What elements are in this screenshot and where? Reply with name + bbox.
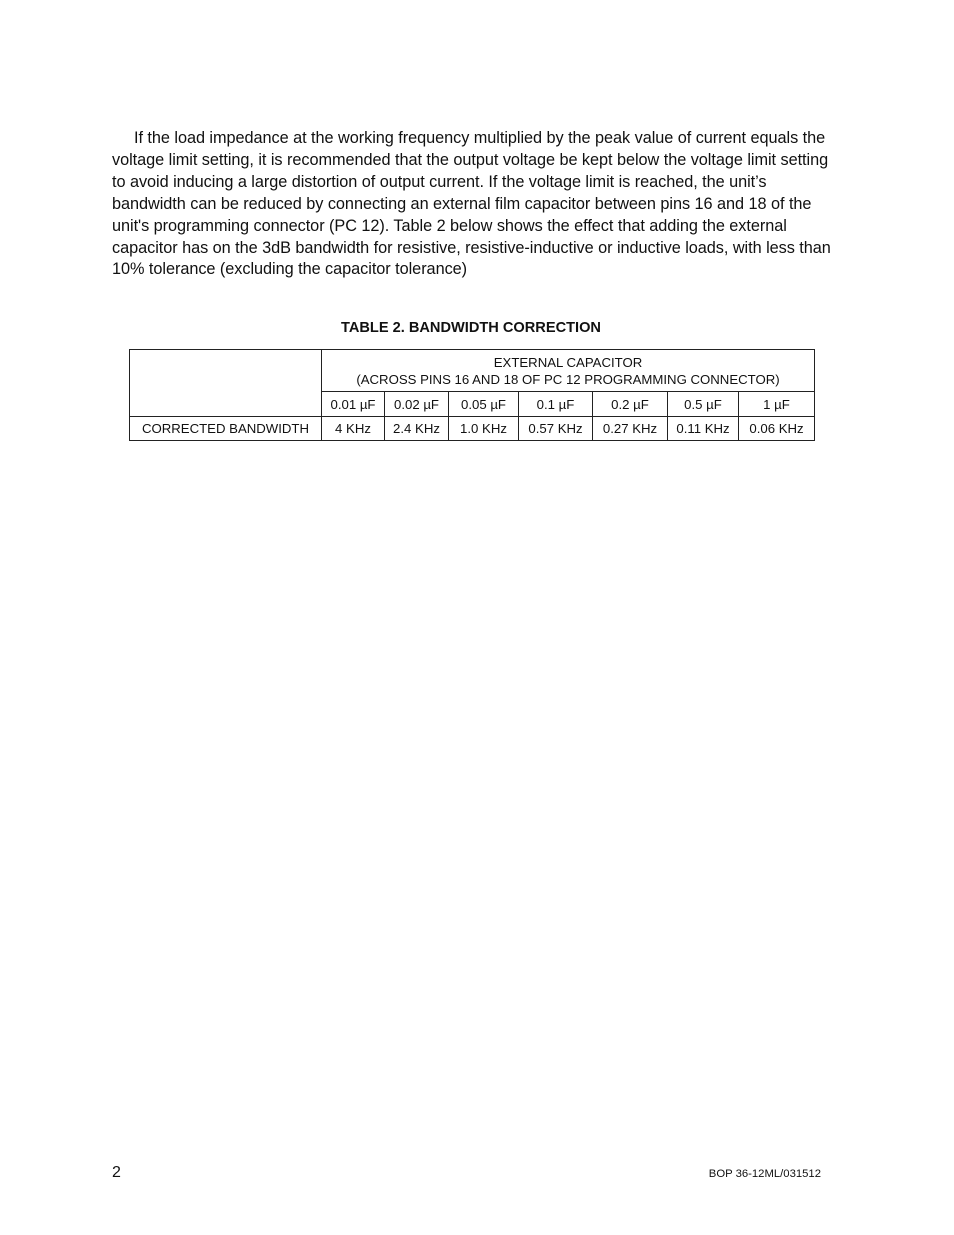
bandwidth-value-cell: 0.11 KHz xyxy=(668,417,739,441)
capacitor-value-cell: 0.1 µF xyxy=(519,392,593,417)
bandwidth-value-cell: 2.4 KHz xyxy=(385,417,449,441)
header-line-2: (ACROSS PINS 16 AND 18 OF PC 12 PROGRAMMING CONNECTOR) xyxy=(356,371,780,387)
capacitor-value-cell: 0.2 µF xyxy=(593,392,668,417)
header-line-1: EXTERNAL CAPACITOR xyxy=(493,354,643,370)
table-header-row xyxy=(130,350,815,392)
table-title: TABLE 2. BANDWIDTH CORRECTION xyxy=(341,320,601,336)
capacitor-value-cell: 1 µF xyxy=(739,392,815,417)
external-capacitor-header xyxy=(322,350,815,392)
capacitor-value-cell: 0.05 µF xyxy=(449,392,519,417)
body-paragraph: If the load impedance at the working frequency multiplied by the peak value of current equals the voltage limit setting, it is recommended that the output voltage be kept below the voltage limit setting to avoid inducing a large distortion of output current. If the voltage limit is reached, the unit’s bandwidth can be reduced by connecting an external film capacitor between pins 16 and 18 of the unit's programming connector (PC 12). Table 2 below shows the effect that adding the external capacitor has on the 3dB bandwidth for resistive, resistive-inductive or inductive loads, with less than 10% tolerance (excluding the capacitor tolerance) xyxy=(112,129,831,279)
capacitor-value-cell: 0.5 µF xyxy=(668,392,739,417)
table-empty-corner-cell xyxy=(130,350,322,417)
page-number: 2 xyxy=(112,1164,121,1181)
bandwidth-value-cell: 4 KHz xyxy=(322,417,385,441)
corrected-bandwidth-label: CORRECTED BANDWIDTH xyxy=(130,417,322,441)
corrected-bandwidth-row xyxy=(130,417,815,441)
bandwidth-value-cell: 0.06 KHz xyxy=(739,417,815,441)
document-id: BOP 36-12ML/031512 xyxy=(708,1168,821,1180)
bandwidth-value-cell: 1.0 KHz xyxy=(449,417,519,441)
bandwidth-correction-table xyxy=(129,349,815,441)
bandwidth-value-cell: 0.57 KHz xyxy=(519,417,593,441)
bandwidth-value-cell: 0.27 KHz xyxy=(593,417,668,441)
capacitor-value-cell: 0.02 µF xyxy=(385,392,449,417)
capacitor-value-cell: 0.01 µF xyxy=(322,392,385,417)
